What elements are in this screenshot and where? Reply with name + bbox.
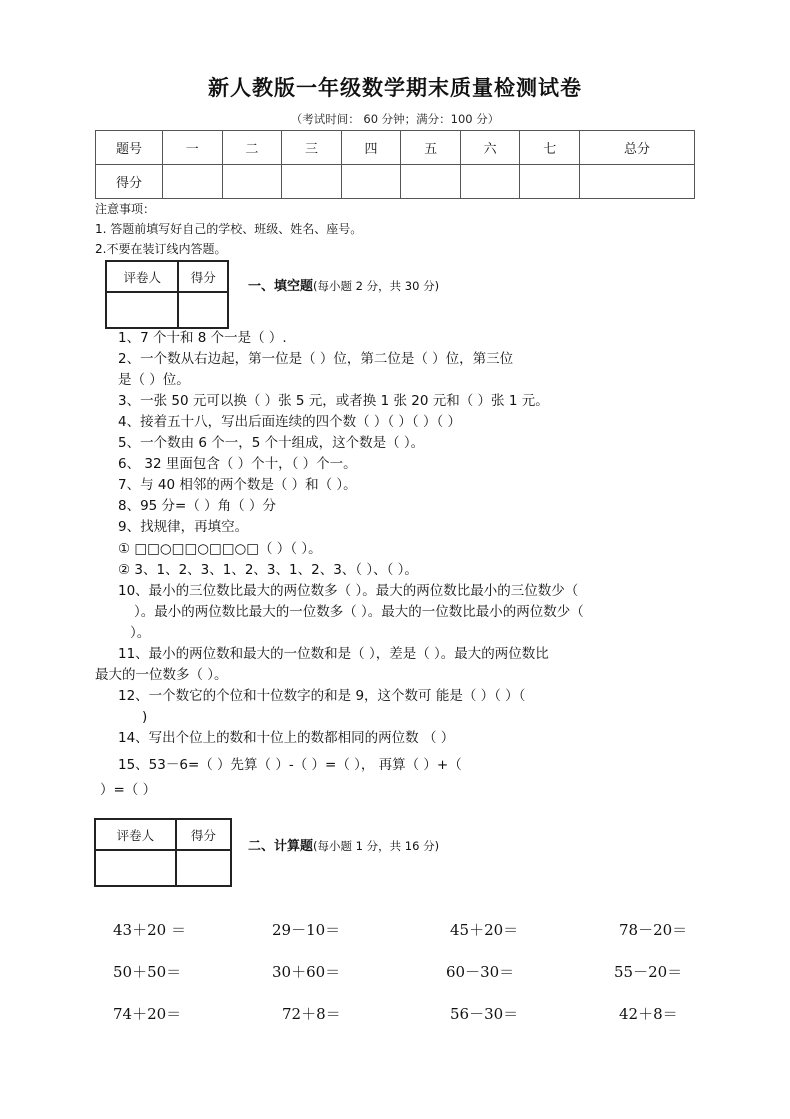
grader-reviewer-cell[interactable] [95, 850, 176, 886]
calc-problem: 56－30＝ [450, 1005, 519, 1023]
question: 4、接着五十八，写出后面连续的四个数（ ）（ ）（ ）（ ） [118, 414, 462, 430]
grader-score-cell[interactable] [176, 850, 231, 886]
score-input-cell[interactable] [520, 165, 580, 199]
score-table [95, 130, 695, 199]
score-cell: 一 [163, 131, 223, 165]
score-input-cell[interactable] [580, 165, 695, 199]
question: 2、一个数从右边起，第一位是（ ）位，第二位是（ ）位，第三位 [118, 351, 514, 367]
score-cell: 五 [401, 131, 461, 165]
grader-box [105, 260, 229, 329]
calc-problem: 43＋20 ＝ [113, 921, 186, 939]
question: 12、一个数它的个位和十位数字的和是 9，这个数可 能是（ ）（ ）（ [118, 688, 526, 704]
question: 10、最小的三位数比最大的两位数多（ ）。最大的两位数比最小的三位数少（ [118, 583, 579, 599]
calc-problem: 45＋20＝ [450, 921, 519, 939]
score-cell: 总分 [580, 131, 695, 165]
calc-problem: 60－30＝ [446, 963, 515, 981]
question: ）。最小的两位数比最大的一位数多（ ）。最大的一位数比最小的两位数少（ [134, 604, 584, 620]
section-note: (每小题 1 分，共 16 分) [313, 839, 440, 853]
grader-score-label: 得分 [176, 819, 231, 850]
calc-problem: 50＋50＝ [113, 963, 182, 981]
score-table-header-row [96, 131, 695, 165]
exam-info: （考试时间： 60 分钟；满分：100 分） [290, 112, 500, 126]
score-cell: 得分 [96, 165, 163, 199]
question: 最大的一位数多（ ）。 [95, 667, 228, 683]
calc-problem: 55－20＝ [614, 963, 683, 981]
score-cell: 三 [282, 131, 342, 165]
question: 是（ ）位。 [118, 372, 190, 388]
question: 7、与 40 相邻的两个数是（ ）和（ ）。 [118, 477, 357, 493]
score-cell: 七 [520, 131, 580, 165]
calc-problem: 72＋8＝ [282, 1005, 341, 1023]
section-heading [248, 275, 439, 294]
score-input-cell[interactable] [163, 165, 223, 199]
calc-problem: 42＋8＝ [619, 1005, 678, 1023]
grader-reviewer-label: 评卷人 [95, 819, 176, 850]
score-cell: 题号 [96, 131, 163, 165]
section-heading [248, 835, 439, 854]
score-input-cell[interactable] [341, 165, 401, 199]
question: ① □□○□□○□□○□（ ）（ ）。 [118, 541, 322, 557]
question: ) [142, 709, 148, 725]
score-table-score-row [96, 165, 695, 199]
question: ② 3、1、2、3、1、2、3、1、2、3、（ ）、（ ）。 [118, 562, 418, 578]
score-input-cell[interactable] [401, 165, 461, 199]
score-input-cell[interactable] [460, 165, 520, 199]
section-note: (每小题 2 分，共 30 分) [313, 279, 440, 293]
section-title: 一、填空题 [248, 279, 314, 294]
calc-problem: 74＋20＝ [113, 1005, 182, 1023]
question: 14、写出个位上的数和十位上的数都相同的两位数 （ ） [118, 730, 455, 746]
grader-score-label: 得分 [178, 261, 228, 292]
notes-item: 2.不要在装订线内答题。 [95, 242, 227, 256]
grader-reviewer-label: 评卷人 [106, 261, 178, 292]
question: 5、一个数由 6 个一，5 个十组成，这个数是（ ）。 [118, 435, 425, 451]
score-input-cell[interactable] [222, 165, 282, 199]
score-cell: 二 [222, 131, 282, 165]
question: 1、7 个十和 8 个一是（ ）. [118, 330, 287, 346]
notes-item: 1. 答题前填写好自己的学校、班级、姓名、座号。 [95, 222, 363, 236]
score-cell: 六 [460, 131, 520, 165]
score-input-cell[interactable] [282, 165, 342, 199]
calc-problem: 30＋60＝ [272, 963, 341, 981]
question: 15、53－6=（ ）先算（ ）-（ ）=（ ）， 再算（ ）+（ [118, 757, 462, 773]
question: ）。 [130, 625, 151, 641]
question: 9、找规律，再填空。 [118, 519, 249, 535]
question: 3、一张 50 元可以换（ ）张 5 元，或者换 1 张 20 元和（ ）张 1 元。 [118, 393, 549, 409]
grader-reviewer-cell[interactable] [106, 292, 178, 328]
grader-box [94, 818, 232, 887]
calc-problem: 78－20＝ [619, 921, 688, 939]
question: 8、95 分=（ ）角（ ）分 [118, 498, 276, 514]
notes [95, 199, 362, 259]
question: ）=（ ） [100, 782, 157, 798]
score-cell: 四 [341, 131, 401, 165]
question: 11、最小的两位数和最大的一位数和是（ ），差是（ ）。最大的两位数比 [118, 646, 549, 662]
notes-title: 注意事项： [95, 202, 156, 216]
page-title: 新人教版一年级数学期末质量检测试卷 [208, 75, 582, 100]
calc-problem: 29－10＝ [272, 921, 341, 939]
question: 6、 32 里面包含（ ）个十，（ ）个一。 [118, 456, 357, 472]
section-title: 二、计算题 [248, 839, 314, 854]
grader-score-cell[interactable] [178, 292, 228, 328]
